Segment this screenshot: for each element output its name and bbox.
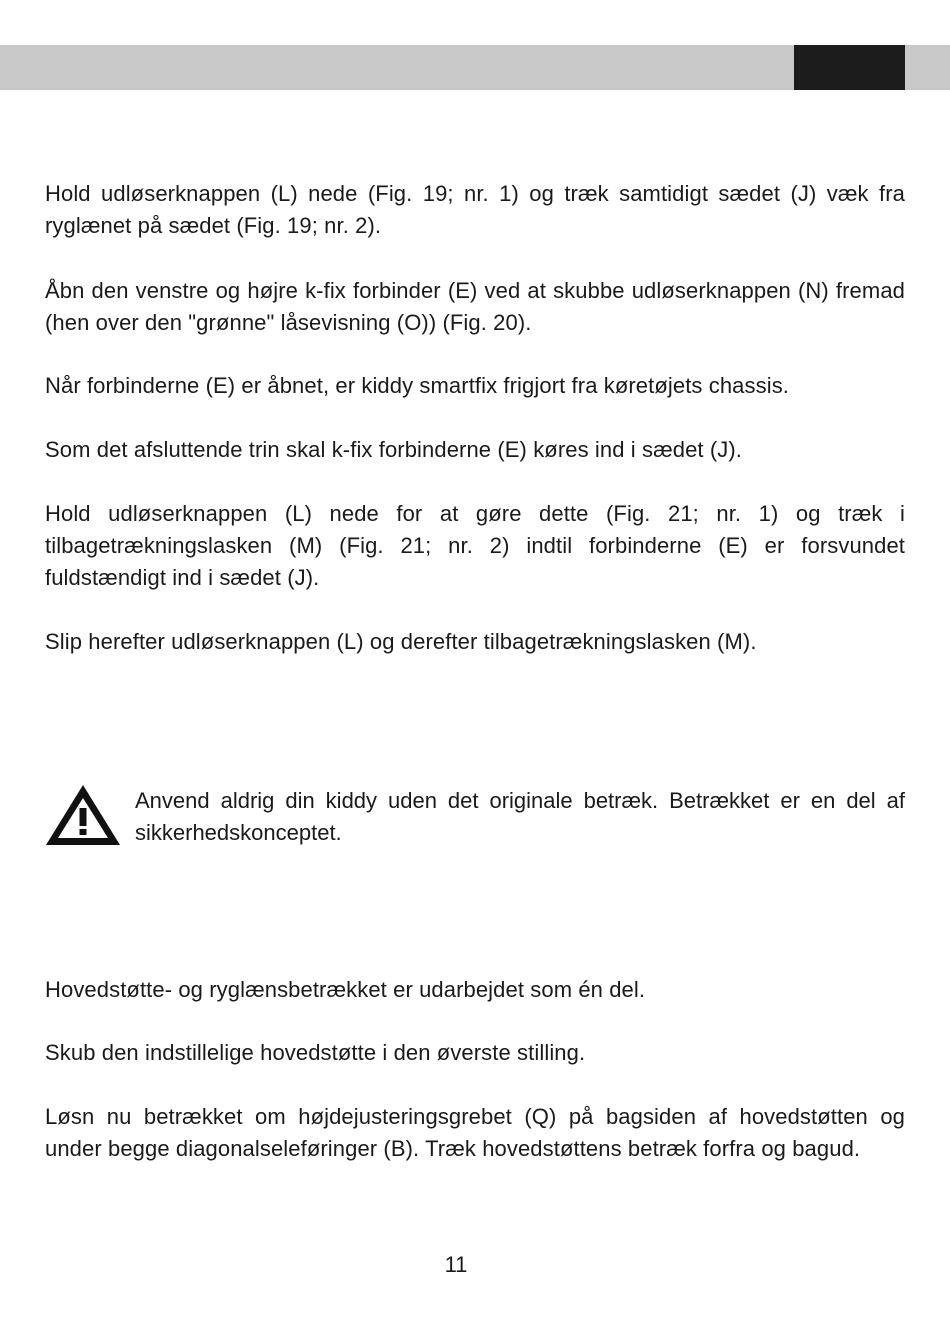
paragraph-hold-release: Hold udløserknappen (L) nede for at gøre dette (Fig. 21; nr. 1) og træk i tilbagetrækningslasken (M) (Fig. 21; nr. 2) indtil forbinderne (E) er forsvundet fuldstændigt ind i sædet (J). (45, 501, 905, 590)
warning-text: Anvend aldrig din kiddy uden det originale betræk. Betrækket er en del af sikkerhedskonceptet. (135, 788, 905, 845)
paragraph-loosen-cover: Løsn nu betrækket om højdejusteringsgrebet (Q) på bagsiden af hovedstøtten og under begge diagonalseleføringer (B). Træk hovedstøttens betræk forfra og bagud. (45, 1104, 905, 1161)
header-tab (794, 45, 905, 90)
warning-triangle-icon (44, 783, 122, 847)
paragraph-release-seat: Hold udløserknappen (L) nede (Fig. 19; nr. 1) og træk samtidigt sædet (J) væk fra ryglænet på sædet (Fig. 19; nr. 2). (45, 181, 905, 238)
paragraph-retract-connectors: Som det afsluttende trin skal k-fix forbinderne (E) køres ind i sædet (J). (45, 437, 742, 462)
paragraph-cover-one-piece: Hovedstøtte- og ryglænsbetrækket er udarbejdet som én del. (45, 977, 646, 1002)
page-number: 11 (444, 1252, 468, 1277)
paragraph-release-buttons: Slip herefter udløserknappen (L) og derefter tilbagetrækningslasken (M). (45, 629, 757, 654)
paragraph-headrest-top: Skub den indstillelige hovedstøtte i den øverste stilling. (45, 1040, 586, 1065)
paragraph-open-connectors: Åbn den venstre og højre k-fix forbinder (E) ved at skubbe udløserknappen (N) fremad (hen over den "grønne" låsevisning (O)) (Fig. 20). (45, 278, 905, 335)
paragraph-connectors-open: Når forbinderne (E) er åbnet, er kiddy smartfix frigjort fra køretøjets chassis. (45, 373, 790, 398)
